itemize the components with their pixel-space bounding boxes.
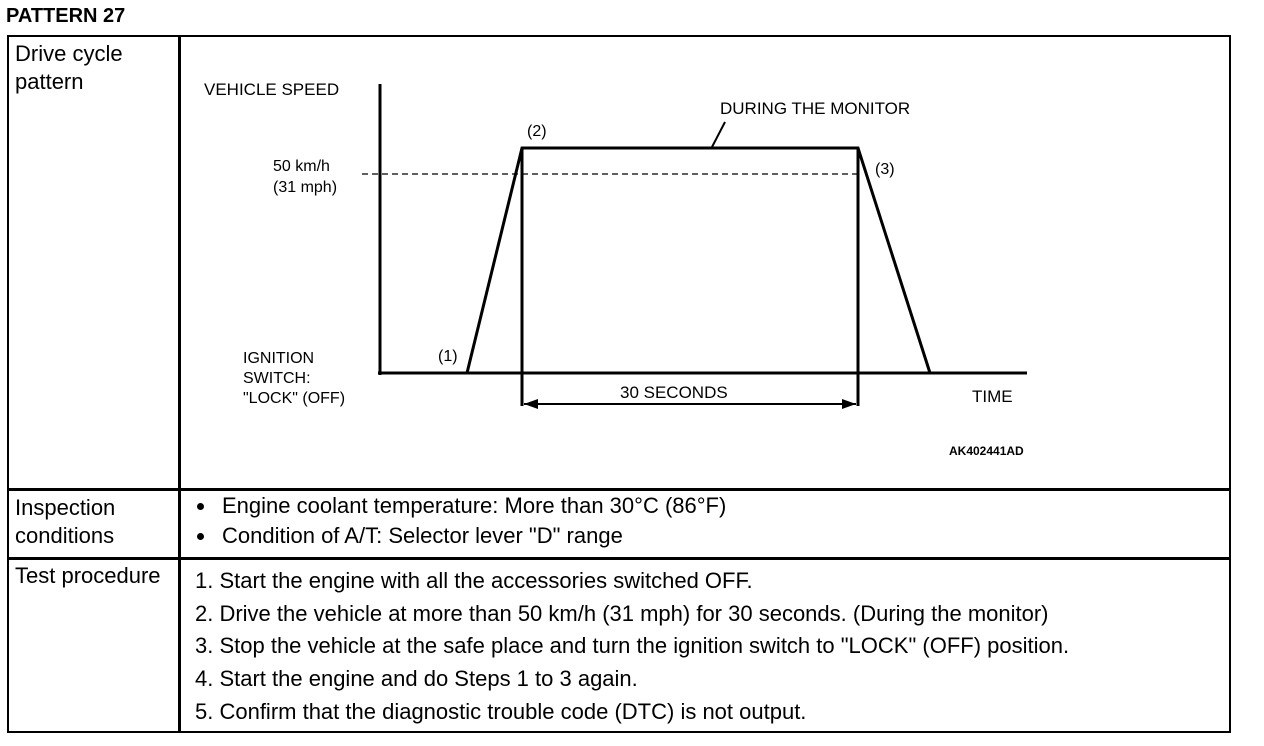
page-title: PATTERN 27: [6, 5, 126, 27]
inspection-label: Inspection conditions: [15, 495, 116, 548]
monitor-label: DURING THE MONITOR: [720, 99, 911, 118]
threshold-label-2: (31 mph): [273, 179, 338, 196]
point-2-label: (2): [527, 123, 547, 140]
duration-label: 30 SECONDS: [620, 383, 728, 402]
procedure-step: 3. Stop the vehicle at the safe place and turn the ignition switch to "LOCK" (OFF) position.: [195, 633, 1070, 659]
inspection-conditions-list: [192, 491, 726, 551]
x-axis-label: TIME: [972, 387, 1013, 406]
test-procedure-steps: [195, 565, 1069, 729]
baseline-label-2: SWITCH:: [243, 370, 311, 387]
duration-arrowhead-right: [842, 399, 856, 409]
figure-code: AK402441AD: [949, 444, 1024, 458]
inspection-item: Condition of A/T: Selector lever "D" range: [192, 521, 726, 551]
inspection-item: Engine coolant temperature: More than 30°C (86°F): [192, 491, 726, 521]
test-procedure-label: Test procedure: [15, 563, 161, 588]
baseline-label-1: IGNITION: [243, 350, 315, 367]
point-1-label: (1): [438, 348, 458, 365]
threshold-label-1: 50 km/h: [273, 158, 330, 175]
monitor-leader: [712, 122, 725, 147]
row-divider-2: [7, 557, 1231, 560]
drive-cycle-diagram: [181, 38, 1229, 486]
drive-cycle-label: Drive cycle pattern: [15, 41, 123, 94]
duration-arrowhead-left: [524, 399, 538, 409]
speed-profile: [467, 148, 930, 373]
procedure-step: 2. Drive the vehicle at more than 50 km/h (31 mph) for 30 seconds. (During the monitor): [195, 600, 1049, 626]
procedure-step: 1. Start the engine with all the accessories switched OFF.: [195, 568, 753, 593]
y-axis-label: VEHICLE SPEED: [204, 80, 340, 99]
point-3-label: (3): [875, 161, 895, 178]
procedure-step: 4. Start the engine and do Steps 1 to 3 again.: [195, 666, 638, 692]
baseline-label-3: "LOCK" (OFF): [243, 390, 346, 407]
procedure-step: 5. Confirm that the diagnostic trouble code (DTC) is not output.: [195, 698, 807, 724]
